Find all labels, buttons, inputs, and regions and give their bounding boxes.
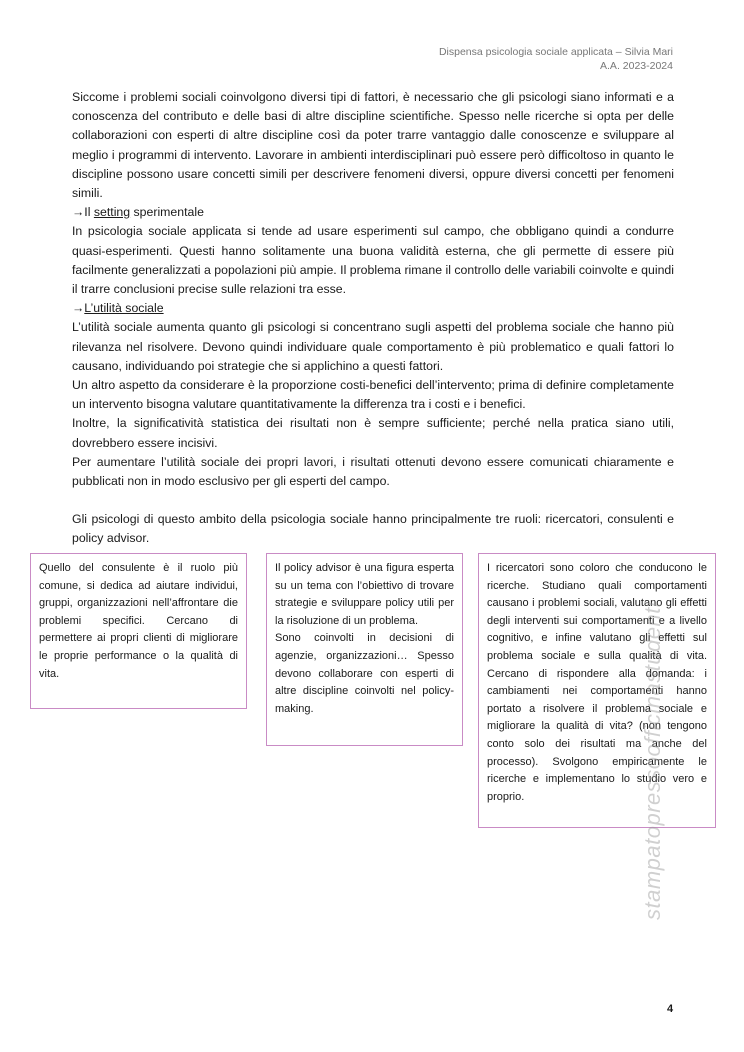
paragraph: Gli psicologi di questo ambito della psicologia sociale hanno principalmente tre ruoli: ricercatori, consulenti e policy advisor.	[72, 512, 674, 546]
box-text: I ricercatori sono coloro che conducono le ricerche. Studiano quali comportamenti causano i problemi sociali, valutano gli effetti degli interventi sui comportamenti e a livello cognitivo, e infine valutano gli effetti sul problema sociale e sulla qualità di vita. Cercano di rispondere alla domanda: i cambiamenti nei comportamenti hanno portato a risolvere il problema sociale e migliorare la qualità di vita? (non tengono conto solo dei risultati ma anche del processo). Svolgono empiricamente le ricerche e implementano lo studio vero e proprio.	[487, 562, 707, 803]
running-header	[439, 45, 673, 73]
watermark: stampatopressoofficinastudenti	[640, 601, 665, 920]
box-text: Il policy advisor è una figura esperta su un tema con l’obiettivo di trovare strategie e sviluppare policy utili per la risoluzione di un problema.	[275, 562, 454, 627]
paragraph: Per aumentare l’utilità sociale dei propri lavori, i risultati ottenuti devono essere comunicati chiaramente e pubblicati non in modo esclusivo per gli esperti del campo.	[72, 454, 674, 489]
body-text	[72, 88, 674, 549]
header-title: Dispensa psicologia sociale applicata – Silvia Mari	[438, 46, 673, 58]
box-consulente	[30, 553, 247, 709]
paragraph: L’utilità sociale aumenta quanto gli psicologi si concentrano sugli aspetti del problema sociale che hanno più rilevanza nel risolvere. Devono quindi individuare quale comportamento è più problematico e quali fattori lo causano, individuando poi strategie che si applichino a questi fattori.	[72, 320, 674, 373]
paragraph: Siccome i problemi sociali coinvolgono diversi tipi di fattori, è necessario che gli psicologi siano informati e a conoscenza del contributo e delle basi di altre discipline scientifiche. Spesso nelle ricerche si opta per delle collaborazioni con esperti di altre discipline così da poter trarre vantaggio dalle conoscenze e sviluppare al meglio i programmi di intervento. Lavorare in ambienti interdisciplinari può essere però difficoltoso in quanto le discipline possono usare concetti simili per descrivere fenomeni diversi, oppure diversi concetti per fenomeni simili.	[72, 90, 674, 201]
box-policy-advisor	[266, 553, 463, 746]
box-text: Sono coinvolti in decisioni di agenzie, organizzazioni… Spesso devono collaborare con esperti di altre discipline coinvolti nel policy-making.	[275, 632, 454, 715]
underlined-term: setting	[93, 205, 131, 220]
arrow-text: →	[72, 301, 85, 316]
header-year: A.A. 2023-2024	[600, 60, 673, 72]
paragraph: Inoltre, la significatività statistica dei risultati non è sempre sufficiente; perché nella pratica siano utili, dovrebbero essere incisivi.	[72, 416, 674, 450]
heading-rest: sperimentale	[130, 205, 204, 220]
paragraph: In psicologia sociale applicata si tende ad usare esperimenti sul campo, che obbligano quindi a condurre quasi-esperimenti. Questi hanno solitamente una buona validità esterna, che gli permette di essere più facilmente generalizzati a popolazioni più ampie. Il problema rimane il controllo delle variabili coinvolte e quindi il trarre conclusioni precise sulle relazioni tra esse.	[72, 224, 674, 297]
section-heading-utilita	[72, 299, 674, 318]
page-number: 4	[667, 1003, 674, 1015]
underlined-heading: L’utilità sociale	[84, 301, 164, 316]
paragraph: Un altro aspetto da considerare è la proporzione costi-benefici dell’intervento; prima di definire completamente un intervento bisogna valutare quantitativamente la differenza tra i costi e i benefici.	[72, 378, 674, 412]
box-ricercatori	[478, 553, 716, 828]
box-text: Quello del consulente è il ruolo più comune, si dedica ad aiutare individui, gruppi, organizzazioni nell’affrontare die problemi specifici. Cercano di permettere ai propri clienti di migliorare le proprie performance o la qualità di vita.	[39, 562, 238, 680]
arrow-text: →Il	[72, 205, 94, 220]
section-heading-setting	[72, 203, 674, 222]
